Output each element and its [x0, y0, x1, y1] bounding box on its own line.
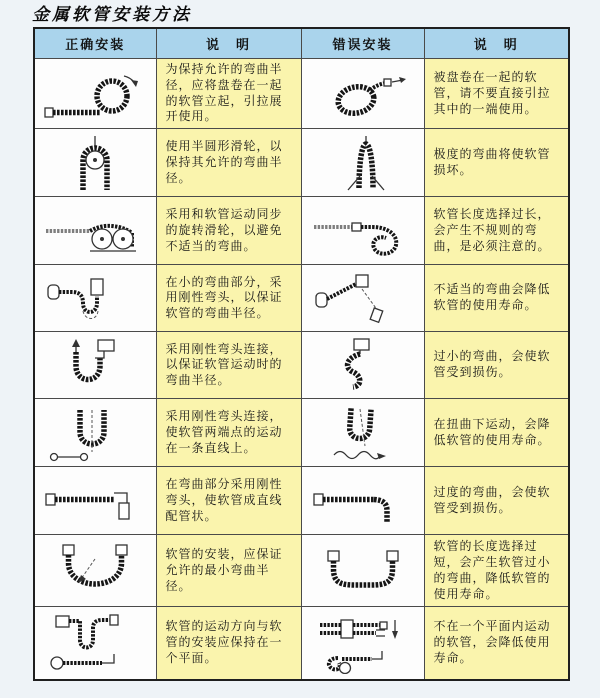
aligned-u-loop-icon — [40, 404, 150, 462]
table-row — [34, 332, 569, 399]
header-row — [34, 28, 569, 59]
correct-note: 采用刚性弯头连接，以保证软管运动时的弯曲半径。 — [156, 332, 301, 399]
header-correct-install: 正确安装 — [34, 28, 156, 59]
semicircular-pulley-icon — [40, 134, 150, 192]
correct-note: 在弯曲部分采用刚性弯头，使软管成直线配管状。 — [156, 467, 301, 535]
minimum-bend-radius-u-icon — [40, 541, 150, 601]
wrong-note: 不适当的弯曲会降低软管的使用寿命。 — [424, 265, 569, 332]
table-row — [34, 197, 569, 265]
correct-illustration-cell — [34, 197, 156, 265]
table-row — [34, 59, 569, 129]
single-plane-motion-icon — [40, 612, 150, 674]
wrong-illustration-cell — [301, 467, 424, 535]
table-row — [34, 129, 569, 197]
correct-illustration-cell — [34, 59, 156, 129]
correct-note: 使用半圆形滑轮，以保持其允许的弯曲半径。 — [156, 129, 301, 197]
wrong-illustration-cell — [301, 399, 424, 467]
wrong-illustration-cell — [301, 129, 424, 197]
twisted-u-loop-icon — [308, 404, 418, 462]
header-wrong-install: 错误安装 — [301, 28, 424, 59]
correct-illustration-cell — [34, 332, 156, 399]
multi-plane-motion-icon — [308, 612, 418, 674]
straight-run-elbow-icon — [40, 473, 150, 529]
correct-illustration-cell — [34, 399, 156, 467]
correct-note: 采用和软管运动同步的旋转滑轮，以避免不适当的弯曲。 — [156, 197, 301, 265]
wrong-note: 极度的弯曲将使软管损坏。 — [424, 129, 569, 197]
wrong-note: 不在一个平面内运动的软管，会降低使用寿命。 — [424, 607, 569, 680]
correct-illustration-cell — [34, 607, 156, 680]
table-row — [34, 535, 569, 607]
wrong-illustration-cell — [301, 197, 424, 265]
correct-illustration-cell — [34, 129, 156, 197]
too-small-bend-icon — [308, 336, 418, 394]
overbent-end-icon — [308, 473, 418, 529]
correct-note: 软管的运动方向与软管的安装应保持在一个平面。 — [156, 607, 301, 680]
wrong-note: 软管长度选择过长，会产生不规则的弯曲，是必须注意的。 — [424, 197, 569, 265]
installation-table — [33, 27, 570, 681]
correct-note: 采用刚性弯头连接，使软管两端点的运动在一条直线上。 — [156, 399, 301, 467]
correct-note: 在小的弯曲部分，采用刚性弯头，以保证软管的弯曲半径。 — [156, 265, 301, 332]
too-short-hose-icon — [308, 541, 418, 601]
correct-note: 软管的安装，应保证允许的最小弯曲半径。 — [156, 535, 301, 607]
wrong-illustration-cell — [301, 535, 424, 607]
correct-illustration-cell — [34, 535, 156, 607]
rigid-elbow-small-bend-icon — [40, 269, 150, 327]
wrong-note: 被盘卷在一起的软管，请不要直接引拉其中的一端使用。 — [424, 59, 569, 129]
table-row — [34, 467, 569, 535]
table-row — [34, 265, 569, 332]
table-row — [34, 399, 569, 467]
synchronized-rollers-icon — [40, 203, 150, 259]
wrong-illustration-cell — [301, 332, 424, 399]
page-title: 金属软管安装方法 — [32, 5, 192, 25]
wrong-note: 在扭曲下运动，会降低软管的使用寿命。 — [424, 399, 569, 467]
rigid-elbow-motion-icon — [40, 336, 150, 394]
correct-note: 为保持允许的弯曲半径，应将盘卷在一起的软管立起，引拉展开使用。 — [156, 59, 301, 129]
irregular-loop-icon — [308, 203, 418, 259]
correct-illustration-cell — [34, 265, 156, 332]
header-note-left: 说 明 — [156, 28, 301, 59]
wrong-illustration-cell — [301, 607, 424, 680]
extreme-bend-icon — [308, 134, 418, 192]
wrong-illustration-cell — [301, 59, 424, 129]
header-note-right: 说 明 — [424, 28, 569, 59]
flat-coil-pulled-icon — [308, 66, 418, 122]
table-row — [34, 607, 569, 680]
improper-bend-icon — [308, 269, 418, 327]
correct-illustration-cell — [34, 467, 156, 535]
wrong-note: 过度的弯曲，会使软管受到损伤。 — [424, 467, 569, 535]
standing-coil-icon — [40, 66, 150, 122]
wrong-note: 软管的长度选择过短，会产生软管过小的弯曲，降低软管的使用寿命。 — [424, 535, 569, 607]
wrong-note: 过小的弯曲，会使软管受到损伤。 — [424, 332, 569, 399]
wrong-illustration-cell — [301, 265, 424, 332]
